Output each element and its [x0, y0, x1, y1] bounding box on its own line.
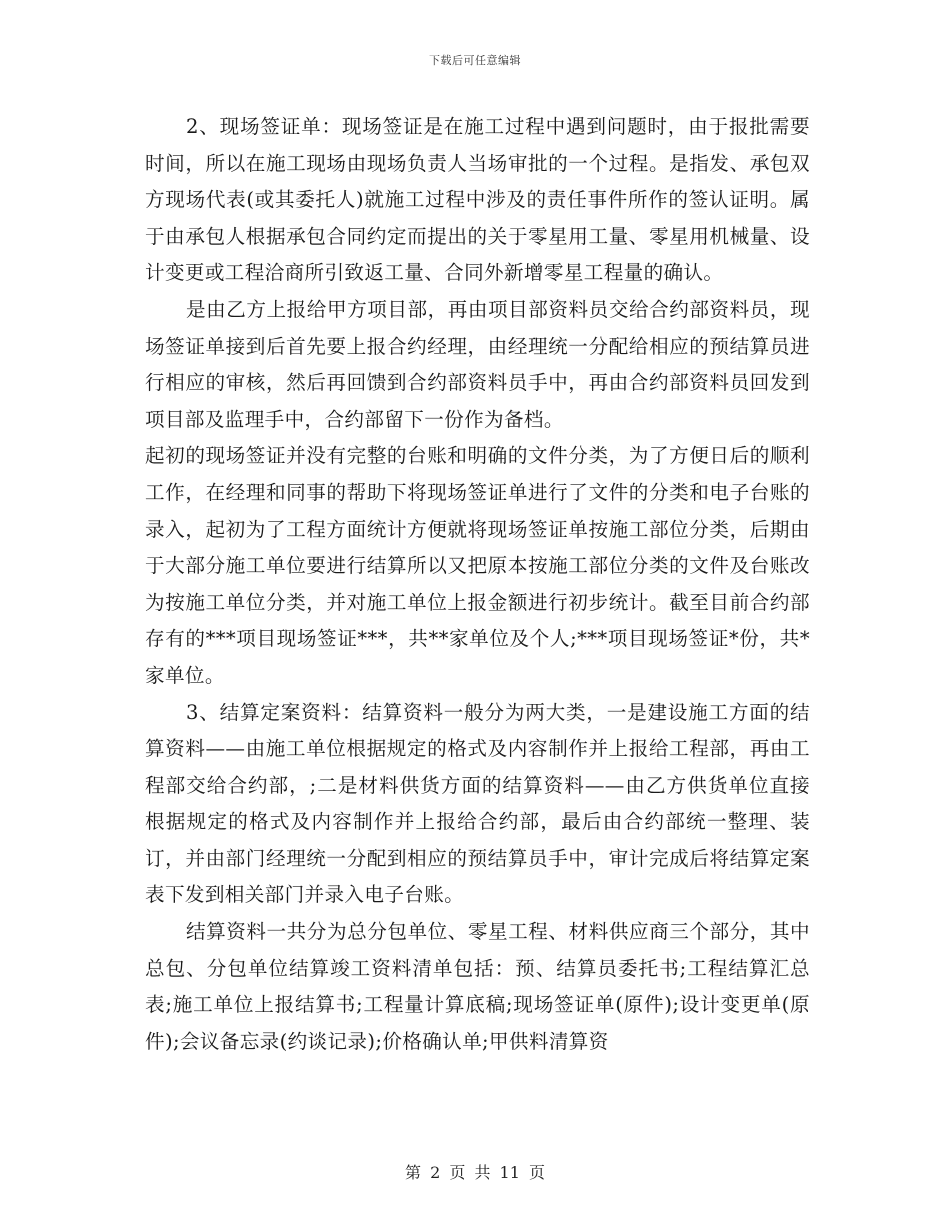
paragraph-ledger-classification: 起初的现场签证并没有完整的台账和明确的文件分类，为了方便日后的顺利工作，在经理和同事的帮助下将现场签证单进行了文件的分类和电子台账的录入，起初为了工程方面统计方便就将现场签证单按施工部位分类，后期由于大部分施工单位要进行结算所以又把原本按施工部位分类的文件及台账改为按施工单位分类，并对施工单位上报金额进行初步统计。截至目前合约部存有的***项目现场签证***，共**家单位及个人;***项目现场签证*份，共*家单位。 — [145, 444, 810, 687]
paragraph-submission-flow: 是由乙方上报给甲方项目部，再由项目部资料员交给合约部资料员，现场签证单接到后首先要上报合约经理，由经理统一分配给相应的预结算员进行相应的审核，然后再回馈到合约部资料员手中，再由合约部资料员回发到项目部及监理手中，合约部留下一份作为备档。 — [145, 297, 810, 431]
document-body — [145, 109, 810, 1060]
paragraph-site-visa: 2、现场签证单：现场签证是在施工过程中遇到问题时，由于报批需要时间，所以在施工现场由现场负责人当场审批的一个过程。是指发、承包双方现场代表(或其委托人)就施工过程中涉及的责任事件所作的签认证明。属于由承包人根据承包合同约定而提出的关于零星用工量、零星用机械量、设计变更或工程洽商所引致返工量、合同外新增零星工程量的确认。 — [145, 115, 810, 285]
paragraph-settlement-list: 结算资料一共分为总分包单位、零星工程、材料供应商三个部分，其中总包、分包单位结算竣工资料清单包括：预、结算员委托书;工程结算汇总表;施工单位上报结算书;工程量计算底稿;现场签证单(原件);设计变更单(原件);会议备忘录(约谈记录);价格确认单;甲供料清算资 — [145, 920, 810, 1053]
paragraph-settlement-docs: 3、结算定案资料：结算资料一般分为两大类，一是建设施工方面的结算资料——由施工单位根据规定的格式及内容制作并上报给工程部，再由工程部交给合约部，;二是材料供货方面的结算资料——由乙方供货单位直接根据规定的格式及内容制作并上报给合约部，最后由合约部统一整理、装订，并由部门经理统一分配到相应的预结算员手中，审计完成后将结算定案表下发到相关部门并录入电子台账。 — [145, 700, 810, 907]
page-number: 第 2 页 共 11 页 — [405, 1163, 545, 1182]
page-header: 下载后可任意编辑 — [429, 54, 521, 67]
